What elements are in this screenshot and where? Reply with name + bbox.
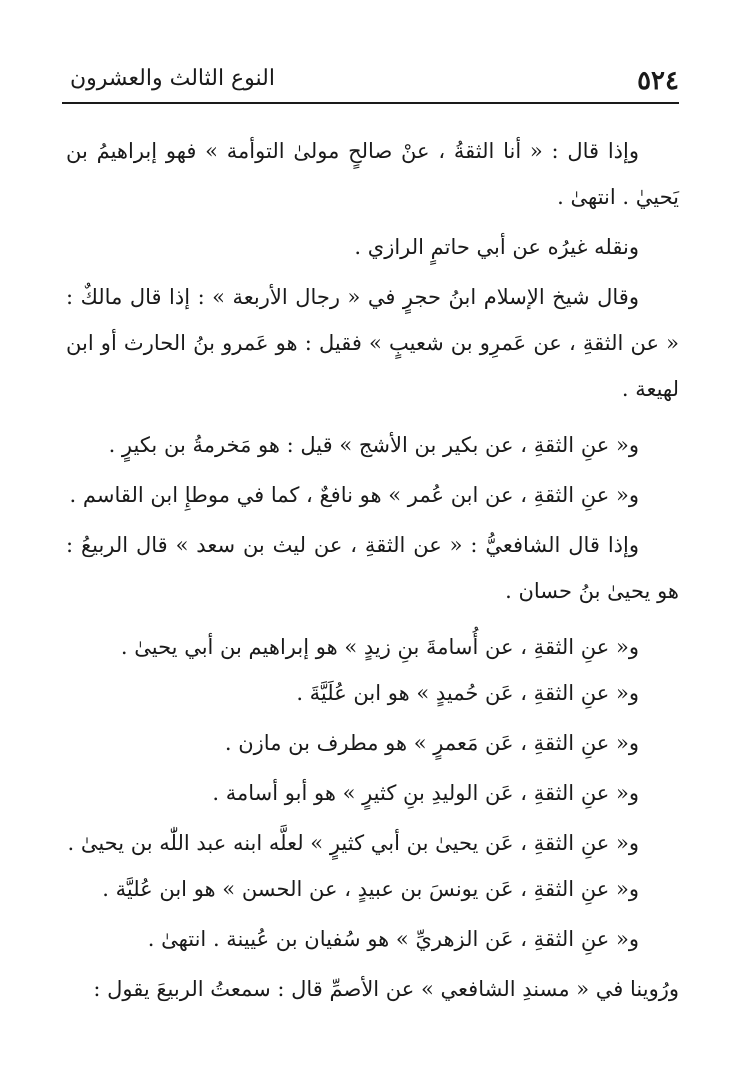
paragraph: وقال شيخ الإسلام ابنُ حجرٍ في « رجال الأربعة » : إذا قال مالكٌ : « عن الثقةِ ، عن عَمرِو بن شعيبٍ » فقيل : هو عَمرو بنُ الحارث أو ابن لهيعة . [66,285,679,401]
paragraph: ورُوينا في « مسندِ الشافعي » عن الأصمِّ قال : سمعتُ الربيعَ يقول : [93,977,679,1001]
paragraph: و« عنِ الثقةِ ، عَن يونسَ بن عبيدٍ ، عن الحسن » هو ابن عُليَّة . [102,877,639,901]
paragraph: و« عنِ الثقةِ ، عَن الوليدِ بنِ كثيرٍ » هو أبو أسامة . [212,781,639,805]
paragraph: و« عنِ الثقةِ ، عَن حُميدٍ » هو ابن عُلَيَّةَ . [296,681,639,705]
paragraph: وإذا قال الشافعيُّ : « عن الثقةِ ، عن ليث بن سعد » قال الربيعُ : هو يحيىٰ بنُ حسان . [66,533,679,603]
paragraph: و« عنِ الثقةِ ، عن ابن عُمر » هو نافعٌ ، كما في موطإِ ابن القاسم . [69,483,639,507]
paragraph: و« عنِ الثقةِ ، عَن الزهريِّ » هو سُفيان بن عُيينة . انتهىٰ . [147,927,639,951]
running-title: النوع الثالث والعشرون [70,66,275,91]
body-text [66,128,679,1012]
paragraph: و« عنِ الثقةِ ، عَن مَعمرٍ » هو مطرف بن مازن . [224,731,639,755]
page-header [62,58,679,102]
paragraph: و« عنِ الثقةِ ، عن بكير بن الأشج » قيل : هو مَخرمةُ بن بكيرٍ . [108,433,639,457]
paragraph: و« عنِ الثقةِ ، عن أُسامةَ بنِ زيدٍ » هو إبراهيم بن أبي يحيىٰ . [120,635,639,659]
paragraph: وإذا قال : « أنا الثقةُ ، عنْ صالحٍ مولىٰ التوأمة » فهو إبراهيمُ بن يَحييٰ . انتهىٰ . [66,139,679,209]
paragraph: و« عنِ الثقةِ ، عَن يحيىٰ بن أبي كثيرٍ » لعلَّه ابنه عبد اللّٰه بن يحيىٰ . [67,831,639,855]
paragraph: ونقله غيرُه عن أبي حاتمٍ الرازي . [354,235,639,259]
page-number: ٥٢٤ [637,66,679,96]
header-divider [62,102,679,104]
